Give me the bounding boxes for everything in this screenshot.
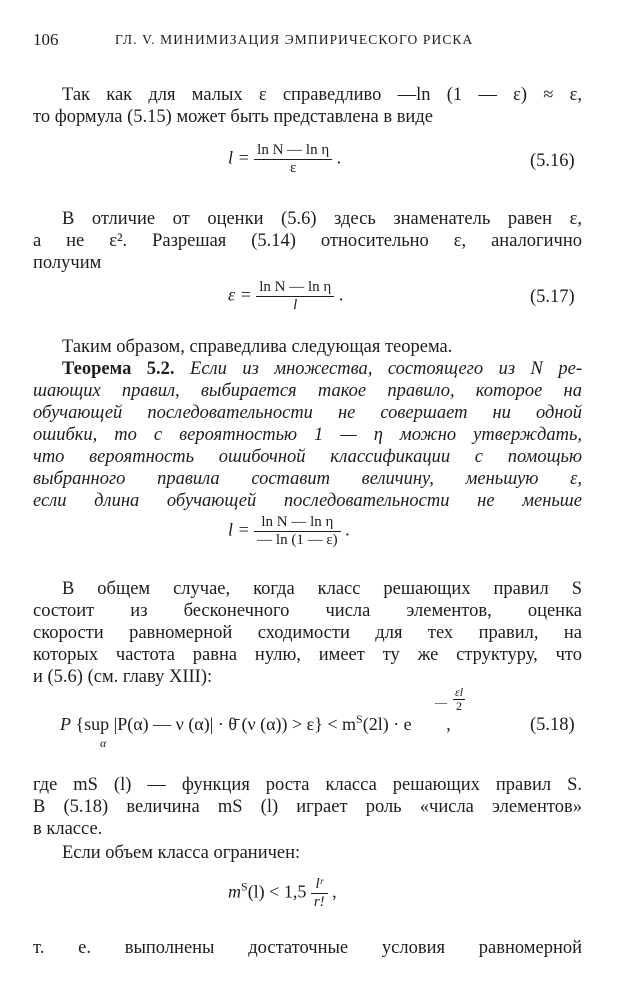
prob-symbol: P (60, 714, 71, 734)
text-line: получим (33, 253, 102, 273)
theorem-line: что вероятность ошибочной классификации с помощью (33, 447, 582, 467)
text-line: Таким образом, справедлива следующая теорема. (62, 337, 453, 357)
text-line: то формула (5.15) может быть представлена в виде (33, 107, 433, 127)
fraction (311, 876, 328, 911)
fraction-denominator: l (293, 297, 298, 313)
running-title: ГЛ. V. МИНИМИЗАЦИЯ ЭМПИРИЧЕСКОГО РИСКА (115, 32, 474, 47)
exponent-numerator: εl (455, 685, 464, 699)
fraction-denominator: — ln (1 — ε) (257, 532, 338, 548)
fraction (254, 142, 332, 177)
text-line: где mS (l) — функция роста класса решающих правил S. (33, 775, 582, 795)
eq-tail: . (336, 147, 342, 168)
superscript-s: S (241, 879, 248, 894)
eq-body: {sup |P(α) — ν (α)| · θ̄ (ν (α)) > ε} < m (75, 714, 357, 734)
equation-5-16 (228, 142, 341, 177)
text-line: и (5.6) (см. главу XIII): (33, 667, 213, 687)
fraction-denominator: ε (290, 160, 297, 176)
theorem-text: Если из множества, состоящего из N ре- (190, 359, 583, 379)
text-line: которых частота равна нулю, имеет ту же структуру, что (33, 645, 582, 665)
theorem-first-line (62, 358, 582, 380)
theorem-line: если длина обучающей последовательности не меньше (33, 491, 582, 511)
eq-lhs: l = (228, 519, 250, 540)
theorem-line: шающих правил, выбирается такое правило, которое на (33, 381, 582, 401)
fraction-numerator: ln N — ln η (254, 514, 340, 532)
equation-5-17 (228, 279, 343, 314)
fraction-numerator: ln N — ln η (254, 142, 332, 160)
eq-tail: , (332, 881, 337, 902)
text-line: скорости равномерной сходимости для тех правил, на (33, 623, 582, 643)
growth-function-bound (228, 876, 337, 911)
text-line: т. е. выполнены достаточные условия равномерной (33, 938, 582, 958)
eq-arg: (l) < 1,5 (247, 881, 307, 902)
fraction (256, 279, 334, 314)
theorem-line: ошибки, то с вероятностью 1 — η можно утверждать, (33, 425, 582, 445)
eq-lhs: l = (228, 147, 250, 168)
text-line: В общем случае, когда класс решающих правил S (62, 579, 582, 599)
fraction (254, 514, 340, 549)
eq-mid: (2l) · e (362, 714, 412, 734)
theorem-line: обучающей последовательности не совершает ни одной (33, 403, 582, 423)
text-line: В (5.18) величина mS (l) играет роль «числа элементов» (33, 797, 582, 817)
fraction-numerator: lʳ (311, 876, 328, 894)
exponent-minus: — (435, 695, 447, 709)
text-line: в классе. (33, 819, 103, 839)
equation-number: (5.18) (530, 715, 575, 735)
text-line: а не ε². Разрешая (5.14) относительно ε, аналогично (33, 231, 582, 251)
text-line: Так как для малых ε справедливо —ln (1 — ε) ≈ ε, (62, 85, 582, 105)
fraction-denominator: r! (313, 894, 325, 910)
theorem-line: выбранного правила составит величину, меньшую ε, (33, 469, 582, 489)
eq-lhs: ε = (228, 284, 252, 305)
fraction-numerator: ln N — ln η (256, 279, 334, 297)
superscript-s: S (356, 712, 363, 726)
eq-m: m (228, 881, 241, 902)
exponent-denominator: 2 (456, 699, 463, 713)
equation-number: (5.17) (530, 287, 575, 307)
eq-tail: . (345, 519, 350, 540)
text-line: В отличие от оценки (5.6) здесь знаменатель равен ε, (62, 209, 582, 229)
exponent-fraction (453, 686, 465, 713)
eq-tail: . (338, 284, 344, 305)
text-line: состоит из бесконечного числа элементов, оценка (33, 601, 582, 621)
theorem-equation (228, 514, 350, 549)
eq-tail: , (446, 714, 451, 734)
running-header (33, 30, 580, 52)
theorem-label: Теорема 5.2. (62, 359, 175, 379)
equation-number: (5.16) (530, 151, 575, 171)
text-line: Если объем класса ограничен: (62, 843, 301, 863)
subscript-alpha: α (100, 736, 107, 750)
page-number: 106 (33, 30, 59, 49)
